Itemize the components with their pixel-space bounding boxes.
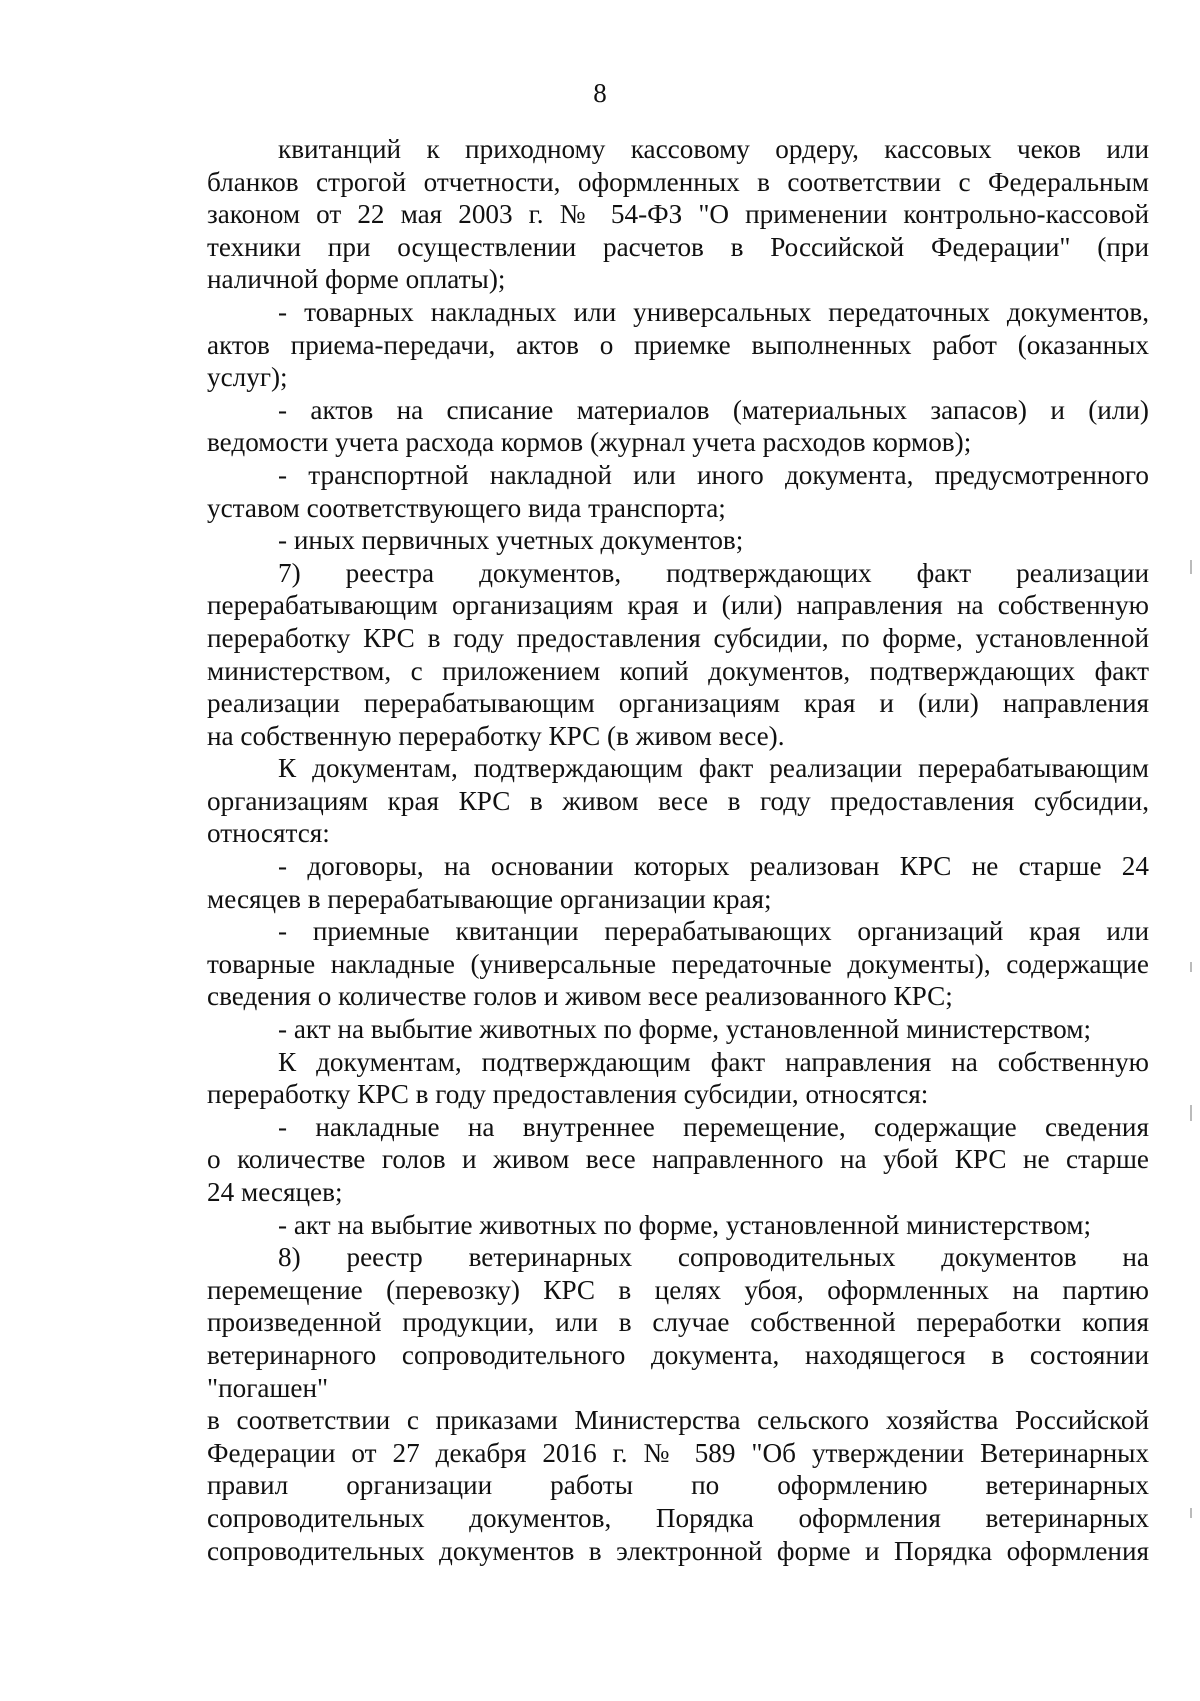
text-line: министерством, с приложением копий документов, подтверждающих факт — [207, 655, 1149, 686]
body-text — [207, 133, 1149, 1567]
text-line: произведенной продукции, или в случае собственной переработки копия — [207, 1307, 1149, 1338]
text-line: бланков строгой отчетности, оформленных в соответствии с Федеральным — [207, 166, 1149, 197]
text-line: 24 месяцев; — [207, 1177, 343, 1207]
text-line: месяцев в перерабатывающие организации края; — [207, 883, 772, 914]
text-line: - акт на выбытие животных по форме, установленной министерством; — [278, 1014, 1091, 1045]
text-line: ведомости учета расхода кормов (журнал учета расходов кормов); — [207, 427, 972, 458]
text-line: - транспортной накладной или иного документа, предусмотренного — [278, 459, 1149, 490]
text-line: К документам, подтверждающим факт реализации перерабатывающим — [278, 753, 1149, 784]
scan-mark — [1190, 560, 1192, 574]
text-line: в соответствии с приказами Министерства сельского хозяйства Российской — [207, 1405, 1149, 1436]
text-line: перемещение (перевозку) КРС в целях убоя, оформленных на партию — [207, 1274, 1149, 1305]
text-line: К документам, подтверждающим факт направления на собственную — [278, 1046, 1149, 1077]
text-line: ветеринарного сопроводительного документа, находящегося в состоянии — [207, 1339, 1149, 1370]
text-line: услуг); — [207, 362, 288, 393]
text-line: наличной форме оплаты); — [207, 264, 506, 295]
text-line: сопроводительных документов, Порядка оформления ветеринарных — [207, 1502, 1149, 1533]
text-line: правил организации работы по оформлению ветеринарных — [207, 1470, 1149, 1501]
text-line: "погашен" — [207, 1372, 329, 1403]
text-line: законом от 22 мая 2003 г. № 54-ФЗ "О применении контрольно-кассовой — [207, 199, 1149, 230]
text-line: техники при осуществлении расчетов в Российской Федерации" (при — [207, 231, 1149, 262]
text-line: товарные накладные (универсальные передаточные документы), содержащие — [207, 948, 1149, 979]
text-line: переработку КРС в году предоставления субсидии, относятся: — [207, 1079, 929, 1110]
text-line: на собственную переработку КРС (в живом весе). — [207, 720, 785, 751]
page-number: 8 — [593, 78, 607, 108]
text-line: сопроводительных документов в электронной форме и Порядка оформления — [207, 1535, 1149, 1566]
text-line: 8) реестр ветеринарных сопроводительных документов на — [278, 1242, 1149, 1273]
text-line: сведения о количестве голов и живом весе реализованного КРС; — [207, 981, 953, 1012]
text-line: - актов на списание материалов (материальных запасов) и (или) — [278, 394, 1149, 425]
text-line: - товарных накладных или универсальных передаточных документов, — [278, 296, 1149, 327]
text-line: перерабатывающим организациям края и (или) направления на собственную — [207, 590, 1149, 621]
text-line: - договоры, на основании которых реализован КРС не старше 24 — [278, 851, 1149, 882]
text-line: организациям края КРС в живом весе в году предоставления субсидии, — [207, 785, 1149, 816]
text-line: о количестве голов и живом весе направленного на убой КРС не старше — [207, 1144, 1149, 1175]
text-line: квитанций к приходному кассовому ордеру, кассовых чеков или — [278, 134, 1149, 164]
scan-mark — [1190, 1508, 1192, 1518]
scan-mark — [1190, 1105, 1192, 1121]
text-line: - акт на выбытие животных по форме, установленной министерством; — [278, 1209, 1091, 1240]
text-line: реализации перерабатывающим организациям края и (или) направления — [207, 688, 1149, 719]
text-line: переработку КРС в году предоставления субсидии, по форме, установленной — [207, 622, 1149, 653]
text-line: 7) реестра документов, подтверждающих факт реализации — [278, 557, 1149, 588]
text-line: - накладные на внутреннее перемещение, содержащие сведения — [278, 1111, 1149, 1142]
text-line: Федерации от 27 декабря 2016 г. № 589 "Об утверждении Ветеринарных — [207, 1437, 1149, 1468]
text-line: уставом соответствующего вида транспорта; — [207, 492, 726, 523]
scan-mark — [1190, 962, 1192, 972]
text-line: относятся: — [207, 818, 330, 849]
text-line: актов приема-передачи, актов о приемке выполненных работ (оказанных — [207, 329, 1149, 360]
text-line: - иных первичных учетных документов; — [278, 525, 744, 556]
text-line: - приемные квитанции перерабатывающих организаций края или — [278, 916, 1149, 947]
